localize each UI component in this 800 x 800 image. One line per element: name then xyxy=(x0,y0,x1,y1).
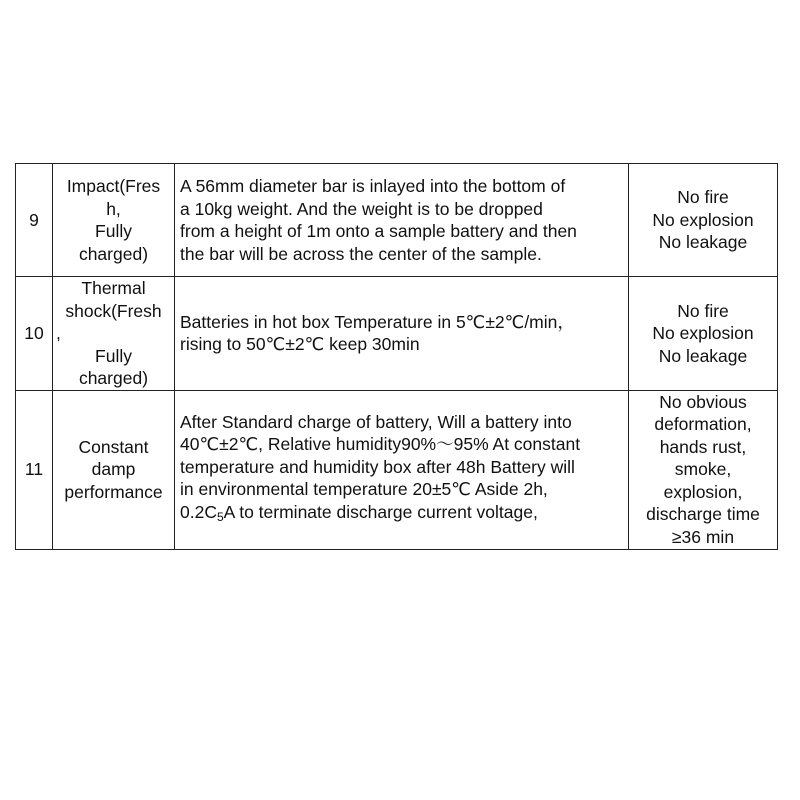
test-method-line: the bar will be across the center of the sample. xyxy=(180,243,542,264)
test-method-line: A 56mm diameter bar is inlayed into the bottom of xyxy=(180,176,566,196)
test-result-line: No explosion xyxy=(652,209,754,230)
test-method-cell xyxy=(175,164,629,277)
test-result-line: No explosion xyxy=(652,323,754,343)
battery-test-table xyxy=(15,163,778,550)
test-result-cell xyxy=(629,164,778,277)
test-item-line: shock(Fresh xyxy=(65,300,162,321)
test-result-line: No fire xyxy=(677,300,729,321)
test-item-line: Thermal xyxy=(81,278,146,298)
test-method-line: After Standard charge of battery, Will a battery into xyxy=(180,411,572,432)
table-row xyxy=(16,390,778,549)
test-item-line: Constant xyxy=(78,436,149,457)
test-item-line: Impact(Fres xyxy=(66,176,161,196)
test-result-line: deformation, xyxy=(654,414,752,435)
test-item-line: damp xyxy=(91,459,136,480)
method-text-prefix: 0.2C xyxy=(180,501,217,522)
test-item-cell xyxy=(53,164,175,277)
test-method-line: in environmental temperature 20±5℃ Aside 2h, xyxy=(180,479,548,500)
test-result-line: smoke, xyxy=(674,459,732,480)
test-result-line: No leakage xyxy=(658,345,748,366)
table-row xyxy=(16,277,778,391)
test-result-line: ≥36 min xyxy=(671,526,735,547)
test-result-cell xyxy=(629,390,778,549)
row-number: 9 xyxy=(16,164,53,277)
test-result-cell xyxy=(629,277,778,391)
test-item-cell xyxy=(53,390,175,549)
test-result-line: No obvious xyxy=(659,391,747,412)
test-item-line: Fully xyxy=(95,345,132,366)
test-result-line: No fire xyxy=(677,187,729,208)
table-row xyxy=(16,164,778,277)
test-item-line: , xyxy=(56,323,61,343)
method-text-suffix: A to terminate discharge current voltage, xyxy=(223,501,538,522)
method-text-subscript: 5 xyxy=(216,509,224,524)
test-method-line xyxy=(180,501,625,529)
test-method-cell xyxy=(175,277,629,391)
test-method-line: rising to 50℃±2℃ keep 30min xyxy=(180,334,420,355)
test-result-line: explosion, xyxy=(663,481,743,502)
row-number: 10 xyxy=(16,277,53,391)
test-result-line: discharge time xyxy=(646,504,760,525)
test-item-line: h, xyxy=(106,198,121,219)
test-method-line: Batteries in hot box Temperature in 5℃±2℃/min， xyxy=(180,311,575,332)
test-method-line: temperature and humidity box after 48h Battery will xyxy=(180,456,575,477)
test-method-cell xyxy=(175,390,629,549)
test-item-line: performance xyxy=(64,481,163,502)
test-item-line: Fully xyxy=(95,221,132,241)
test-result-line: No leakage xyxy=(658,232,748,253)
test-method-line: a 10kg weight. And the weight is to be dropped xyxy=(180,198,543,219)
test-item-cell xyxy=(53,277,175,391)
row-number: 11 xyxy=(16,390,53,549)
test-item-line: charged) xyxy=(78,368,149,388)
test-result-line: hands rust, xyxy=(659,436,747,457)
test-method-line: from a height of 1m onto a sample battery and then xyxy=(180,221,577,241)
test-method-line: 40℃±2℃, Relative humidity90%～95% At constant xyxy=(180,434,581,455)
test-item-line: charged) xyxy=(78,243,149,264)
